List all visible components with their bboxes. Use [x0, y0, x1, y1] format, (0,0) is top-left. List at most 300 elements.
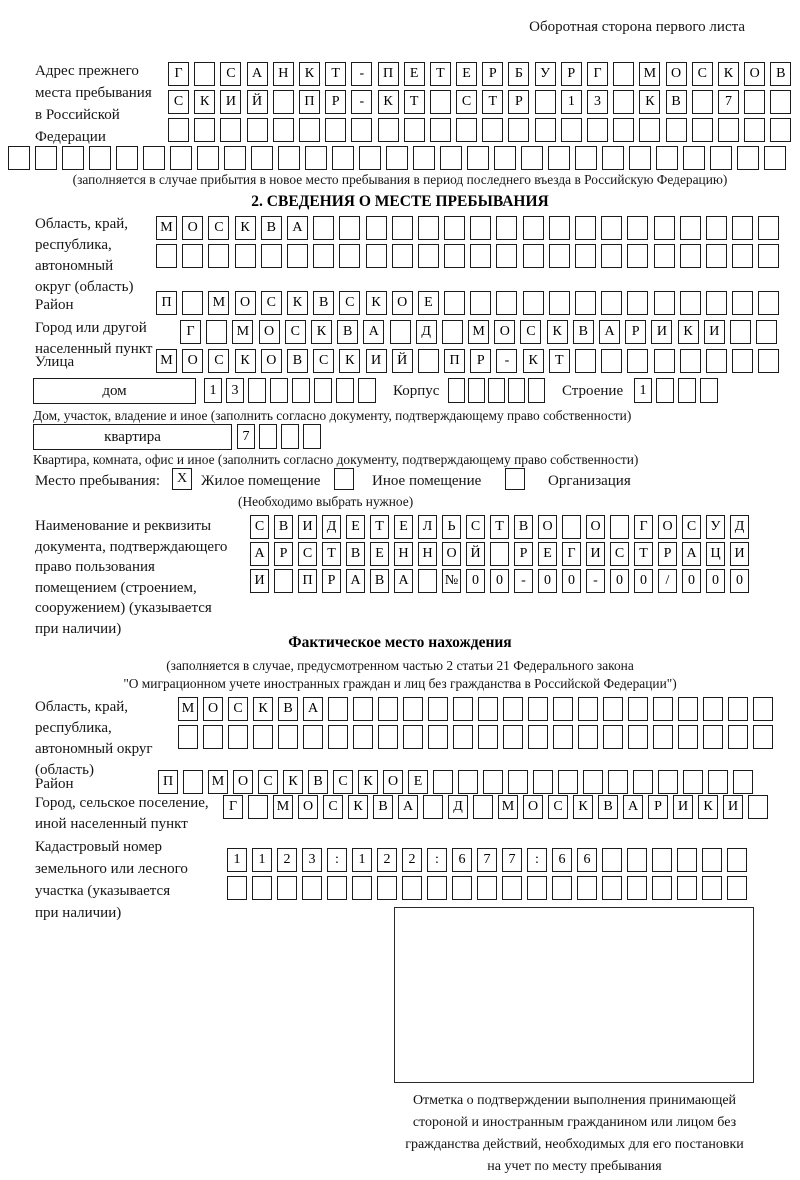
char-cell[interactable]: В [313, 291, 334, 315]
char-cell[interactable]: К [283, 770, 303, 794]
char-cell[interactable] [732, 349, 753, 373]
char-cell[interactable] [418, 244, 439, 268]
char-cell[interactable]: Н [273, 62, 294, 86]
char-cell[interactable] [206, 320, 227, 344]
char-cell[interactable]: 1 [204, 378, 222, 403]
char-cell[interactable] [680, 349, 701, 373]
char-cell[interactable] [575, 291, 596, 315]
char-cell[interactable] [458, 770, 478, 794]
char-cell[interactable]: С [298, 542, 317, 566]
char-cell[interactable]: И [704, 320, 725, 344]
char-cell[interactable]: : [327, 848, 347, 872]
char-cell[interactable] [228, 725, 248, 749]
char-cell[interactable]: В [514, 515, 533, 539]
char-cell[interactable]: Д [448, 795, 468, 819]
char-cell[interactable]: Г [587, 62, 608, 86]
char-cell[interactable] [444, 244, 465, 268]
char-cell[interactable]: 0 [730, 569, 749, 593]
char-cell[interactable] [654, 349, 675, 373]
char-cell[interactable] [428, 697, 448, 721]
char-cell[interactable] [627, 349, 648, 373]
char-cell[interactable]: Й [392, 349, 413, 373]
char-cell[interactable]: 2 [377, 848, 397, 872]
char-cell[interactable]: И [366, 349, 387, 373]
char-cell[interactable] [652, 848, 672, 872]
char-cell[interactable] [325, 118, 346, 142]
char-cell[interactable]: К [194, 90, 215, 114]
char-cell[interactable] [496, 216, 517, 240]
char-cell[interactable] [528, 697, 548, 721]
char-cell[interactable] [562, 515, 581, 539]
char-cell[interactable]: О [586, 515, 605, 539]
char-cell[interactable] [575, 146, 597, 170]
char-cell[interactable]: Е [370, 542, 389, 566]
char-cell[interactable]: Т [634, 542, 653, 566]
char-cell[interactable] [328, 725, 348, 749]
char-cell[interactable] [273, 90, 294, 114]
char-cell[interactable]: М [232, 320, 253, 344]
char-cell[interactable]: К [378, 90, 399, 114]
char-cell[interactable] [744, 90, 765, 114]
char-cell[interactable]: Д [322, 515, 341, 539]
char-cell[interactable] [473, 795, 493, 819]
char-cell[interactable] [654, 216, 675, 240]
char-cell[interactable]: 1 [352, 848, 372, 872]
char-cell[interactable]: С [261, 291, 282, 315]
char-cell[interactable] [194, 118, 215, 142]
char-cell[interactable] [654, 244, 675, 268]
char-cell[interactable]: 7 [237, 424, 255, 449]
char-cell[interactable] [702, 848, 722, 872]
char-cell[interactable] [62, 146, 84, 170]
char-cell[interactable] [281, 424, 299, 449]
char-cell[interactable] [305, 146, 327, 170]
char-cell[interactable]: О [392, 291, 413, 315]
char-cell[interactable] [654, 291, 675, 315]
char-cell[interactable]: Р [514, 542, 533, 566]
char-cell[interactable]: И [298, 515, 317, 539]
char-cell[interactable] [496, 244, 517, 268]
char-cell[interactable] [535, 118, 556, 142]
char-cell[interactable] [613, 118, 634, 142]
char-cell[interactable] [456, 118, 477, 142]
char-cell[interactable]: А [303, 697, 323, 721]
char-cell[interactable]: П [378, 62, 399, 86]
residential-checkbox[interactable]: X [172, 468, 192, 490]
char-cell[interactable]: Т [322, 542, 341, 566]
char-cell[interactable] [442, 320, 463, 344]
char-cell[interactable]: М [178, 697, 198, 721]
char-cell[interactable]: - [496, 349, 517, 373]
char-cell[interactable] [235, 244, 256, 268]
char-cell[interactable]: В [278, 697, 298, 721]
char-cell[interactable]: И [651, 320, 672, 344]
char-cell[interactable] [613, 62, 634, 86]
char-cell[interactable] [452, 876, 472, 900]
char-cell[interactable] [718, 118, 739, 142]
char-cell[interactable] [678, 378, 696, 403]
char-cell[interactable]: А [599, 320, 620, 344]
char-cell[interactable]: Р [561, 62, 582, 86]
char-cell[interactable]: 1 [561, 90, 582, 114]
char-cell[interactable]: О [259, 320, 280, 344]
char-cell[interactable]: Т [482, 90, 503, 114]
char-cell[interactable] [508, 378, 525, 403]
char-cell[interactable]: 1 [252, 848, 272, 872]
char-cell[interactable] [478, 697, 498, 721]
char-cell[interactable]: К [366, 291, 387, 315]
char-cell[interactable]: Е [408, 770, 428, 794]
char-cell[interactable] [553, 725, 573, 749]
char-cell[interactable]: Р [482, 62, 503, 86]
char-cell[interactable]: - [514, 569, 533, 593]
char-cell[interactable]: Р [658, 542, 677, 566]
char-cell[interactable] [728, 697, 748, 721]
char-cell[interactable]: С [692, 62, 713, 86]
char-cell[interactable]: Т [430, 62, 451, 86]
char-cell[interactable] [656, 146, 678, 170]
char-cell[interactable] [523, 216, 544, 240]
char-cell[interactable]: С [250, 515, 269, 539]
char-cell[interactable]: 1 [227, 848, 247, 872]
char-cell[interactable]: С [548, 795, 568, 819]
char-cell[interactable] [703, 697, 723, 721]
char-cell[interactable] [468, 378, 485, 403]
char-cell[interactable] [453, 697, 473, 721]
char-cell[interactable]: Г [562, 542, 581, 566]
char-cell[interactable]: О [442, 542, 461, 566]
char-cell[interactable] [433, 770, 453, 794]
char-cell[interactable] [494, 146, 516, 170]
char-cell[interactable]: К [698, 795, 718, 819]
char-cell[interactable]: О [203, 697, 223, 721]
other-premises-checkbox[interactable] [334, 468, 354, 490]
char-cell[interactable] [683, 146, 705, 170]
char-cell[interactable] [203, 725, 223, 749]
char-cell[interactable]: 7 [477, 848, 497, 872]
char-cell[interactable] [336, 378, 354, 403]
char-cell[interactable] [35, 146, 57, 170]
char-cell[interactable] [303, 424, 321, 449]
char-cell[interactable] [351, 118, 372, 142]
char-cell[interactable] [278, 725, 298, 749]
char-cell[interactable]: В [666, 90, 687, 114]
char-cell[interactable]: 0 [682, 569, 701, 593]
char-cell[interactable]: М [468, 320, 489, 344]
char-cell[interactable]: 0 [538, 569, 557, 593]
char-cell[interactable] [770, 90, 791, 114]
char-cell[interactable] [248, 795, 268, 819]
char-cell[interactable] [299, 118, 320, 142]
char-cell[interactable] [156, 244, 177, 268]
char-cell[interactable] [758, 291, 779, 315]
char-cell[interactable] [178, 725, 198, 749]
char-cell[interactable] [728, 725, 748, 749]
char-cell[interactable] [182, 244, 203, 268]
char-cell[interactable]: С [456, 90, 477, 114]
char-cell[interactable] [339, 244, 360, 268]
char-cell[interactable]: Б [508, 62, 529, 86]
char-cell[interactable] [575, 216, 596, 240]
char-cell[interactable] [440, 146, 462, 170]
char-cell[interactable] [758, 349, 779, 373]
char-cell[interactable]: Й [466, 542, 485, 566]
char-cell[interactable] [583, 770, 603, 794]
char-cell[interactable]: П [444, 349, 465, 373]
char-cell[interactable]: И [730, 542, 749, 566]
char-cell[interactable]: О [523, 795, 543, 819]
char-cell[interactable] [478, 725, 498, 749]
char-cell[interactable]: : [427, 848, 447, 872]
char-cell[interactable] [403, 697, 423, 721]
char-cell[interactable] [601, 244, 622, 268]
char-cell[interactable]: А [250, 542, 269, 566]
char-cell[interactable]: О [666, 62, 687, 86]
char-cell[interactable]: К [235, 216, 256, 240]
char-cell[interactable] [553, 697, 573, 721]
char-cell[interactable] [748, 795, 768, 819]
char-cell[interactable] [756, 320, 777, 344]
char-cell[interactable]: К [348, 795, 368, 819]
char-cell[interactable] [549, 244, 570, 268]
char-cell[interactable]: Р [322, 569, 341, 593]
char-cell[interactable] [521, 146, 543, 170]
char-cell[interactable] [601, 349, 622, 373]
char-cell[interactable]: И [250, 569, 269, 593]
char-cell[interactable]: В [373, 795, 393, 819]
char-cell[interactable] [508, 770, 528, 794]
char-cell[interactable] [680, 244, 701, 268]
char-cell[interactable] [706, 216, 727, 240]
char-cell[interactable]: О [182, 349, 203, 373]
char-cell[interactable] [758, 216, 779, 240]
char-cell[interactable] [737, 146, 759, 170]
char-cell[interactable]: М [273, 795, 293, 819]
char-cell[interactable]: Т [490, 515, 509, 539]
char-cell[interactable]: Р [508, 90, 529, 114]
char-cell[interactable] [328, 697, 348, 721]
char-cell[interactable]: Ь [442, 515, 461, 539]
char-cell[interactable] [353, 697, 373, 721]
char-cell[interactable] [627, 216, 648, 240]
char-cell[interactable] [652, 876, 672, 900]
char-cell[interactable]: : [527, 848, 547, 872]
char-cell[interactable]: С [610, 542, 629, 566]
char-cell[interactable]: К [523, 349, 544, 373]
char-cell[interactable]: А [346, 569, 365, 593]
char-cell[interactable] [220, 118, 241, 142]
char-cell[interactable]: Л [418, 515, 437, 539]
char-cell[interactable]: М [639, 62, 660, 86]
char-cell[interactable] [413, 146, 435, 170]
char-cell[interactable] [197, 146, 219, 170]
char-cell[interactable] [261, 244, 282, 268]
char-cell[interactable] [430, 90, 451, 114]
char-cell[interactable] [430, 118, 451, 142]
char-cell[interactable] [552, 876, 572, 900]
char-cell[interactable] [274, 569, 293, 593]
char-cell[interactable] [578, 725, 598, 749]
char-cell[interactable] [292, 378, 310, 403]
char-cell[interactable] [692, 90, 713, 114]
char-cell[interactable] [496, 291, 517, 315]
char-cell[interactable] [488, 378, 505, 403]
char-cell[interactable] [253, 725, 273, 749]
char-cell[interactable]: Е [418, 291, 439, 315]
char-cell[interactable]: К [547, 320, 568, 344]
char-cell[interactable] [578, 697, 598, 721]
char-cell[interactable]: А [398, 795, 418, 819]
char-cell[interactable] [89, 146, 111, 170]
char-cell[interactable]: К [358, 770, 378, 794]
char-cell[interactable]: Р [274, 542, 293, 566]
char-cell[interactable]: С [208, 216, 229, 240]
char-cell[interactable]: А [623, 795, 643, 819]
char-cell[interactable] [608, 770, 628, 794]
char-cell[interactable] [248, 378, 266, 403]
char-cell[interactable] [658, 770, 678, 794]
char-cell[interactable] [653, 697, 673, 721]
char-cell[interactable] [758, 244, 779, 268]
char-cell[interactable]: М [498, 795, 518, 819]
char-cell[interactable]: 3 [226, 378, 244, 403]
char-cell[interactable] [700, 378, 718, 403]
char-cell[interactable]: И [220, 90, 241, 114]
char-cell[interactable]: 6 [577, 848, 597, 872]
char-cell[interactable]: С [220, 62, 241, 86]
char-cell[interactable]: О [235, 291, 256, 315]
char-cell[interactable]: С [520, 320, 541, 344]
char-cell[interactable]: С [339, 291, 360, 315]
char-cell[interactable] [470, 291, 491, 315]
char-cell[interactable] [390, 320, 411, 344]
char-cell[interactable] [353, 725, 373, 749]
char-cell[interactable] [194, 62, 215, 86]
char-cell[interactable]: С [466, 515, 485, 539]
char-cell[interactable] [327, 876, 347, 900]
char-cell[interactable] [753, 725, 773, 749]
char-cell[interactable]: С [285, 320, 306, 344]
char-cell[interactable]: В [261, 216, 282, 240]
char-cell[interactable]: О [261, 349, 282, 373]
char-cell[interactable] [453, 725, 473, 749]
char-cell[interactable] [708, 770, 728, 794]
char-cell[interactable] [602, 146, 624, 170]
char-cell[interactable] [702, 876, 722, 900]
char-cell[interactable] [523, 244, 544, 268]
char-cell[interactable] [170, 146, 192, 170]
char-cell[interactable] [633, 770, 653, 794]
char-cell[interactable] [339, 216, 360, 240]
char-cell[interactable]: Д [730, 515, 749, 539]
char-cell[interactable]: Е [394, 515, 413, 539]
char-cell[interactable] [627, 876, 647, 900]
char-cell[interactable]: К [639, 90, 660, 114]
char-cell[interactable] [533, 770, 553, 794]
char-cell[interactable]: Е [538, 542, 557, 566]
char-cell[interactable] [680, 291, 701, 315]
char-cell[interactable]: У [706, 515, 725, 539]
char-cell[interactable] [490, 542, 509, 566]
char-cell[interactable]: Н [394, 542, 413, 566]
char-cell[interactable] [523, 291, 544, 315]
char-cell[interactable]: М [208, 770, 228, 794]
char-cell[interactable]: К [311, 320, 332, 344]
char-cell[interactable] [470, 216, 491, 240]
char-cell[interactable]: Е [456, 62, 477, 86]
char-cell[interactable] [706, 291, 727, 315]
char-cell[interactable]: А [247, 62, 268, 86]
char-cell[interactable] [727, 848, 747, 872]
char-cell[interactable]: И [723, 795, 743, 819]
char-cell[interactable] [535, 90, 556, 114]
char-cell[interactable] [352, 876, 372, 900]
char-cell[interactable]: М [156, 216, 177, 240]
char-cell[interactable]: 0 [610, 569, 629, 593]
char-cell[interactable]: С [228, 697, 248, 721]
char-cell[interactable] [558, 770, 578, 794]
char-cell[interactable] [727, 876, 747, 900]
char-cell[interactable]: К [678, 320, 699, 344]
char-cell[interactable]: К [253, 697, 273, 721]
char-cell[interactable] [730, 320, 751, 344]
char-cell[interactable]: О [658, 515, 677, 539]
char-cell[interactable] [692, 118, 713, 142]
char-cell[interactable] [678, 725, 698, 749]
char-cell[interactable] [366, 216, 387, 240]
organization-checkbox[interactable] [505, 468, 525, 490]
char-cell[interactable]: О [744, 62, 765, 86]
char-cell[interactable]: А [682, 542, 701, 566]
char-cell[interactable]: И [673, 795, 693, 819]
char-cell[interactable]: К [287, 291, 308, 315]
char-cell[interactable] [610, 515, 629, 539]
char-cell[interactable] [143, 146, 165, 170]
char-cell[interactable]: К [299, 62, 320, 86]
char-cell[interactable]: 7 [502, 848, 522, 872]
char-cell[interactable] [549, 291, 570, 315]
char-cell[interactable] [733, 770, 753, 794]
char-cell[interactable]: А [394, 569, 413, 593]
char-cell[interactable] [259, 424, 277, 449]
char-cell[interactable] [483, 770, 503, 794]
char-cell[interactable] [764, 146, 786, 170]
char-cell[interactable] [227, 876, 247, 900]
char-cell[interactable]: К [573, 795, 593, 819]
char-cell[interactable]: Г [634, 515, 653, 539]
char-cell[interactable]: 0 [634, 569, 653, 593]
char-cell[interactable]: Р [625, 320, 646, 344]
char-cell[interactable] [575, 244, 596, 268]
char-cell[interactable]: 2 [402, 848, 422, 872]
char-cell[interactable]: П [298, 569, 317, 593]
char-cell[interactable]: Г [168, 62, 189, 86]
char-cell[interactable]: Т [370, 515, 389, 539]
char-cell[interactable]: М [208, 291, 229, 315]
char-cell[interactable]: В [274, 515, 293, 539]
char-cell[interactable] [423, 795, 443, 819]
char-cell[interactable] [252, 876, 272, 900]
char-cell[interactable] [302, 876, 322, 900]
char-cell[interactable] [732, 216, 753, 240]
char-cell[interactable]: С [313, 349, 334, 373]
char-cell[interactable] [418, 569, 437, 593]
char-cell[interactable] [182, 291, 203, 315]
char-cell[interactable]: К [235, 349, 256, 373]
char-cell[interactable]: Д [416, 320, 437, 344]
char-cell[interactable] [251, 146, 273, 170]
char-cell[interactable] [402, 876, 422, 900]
